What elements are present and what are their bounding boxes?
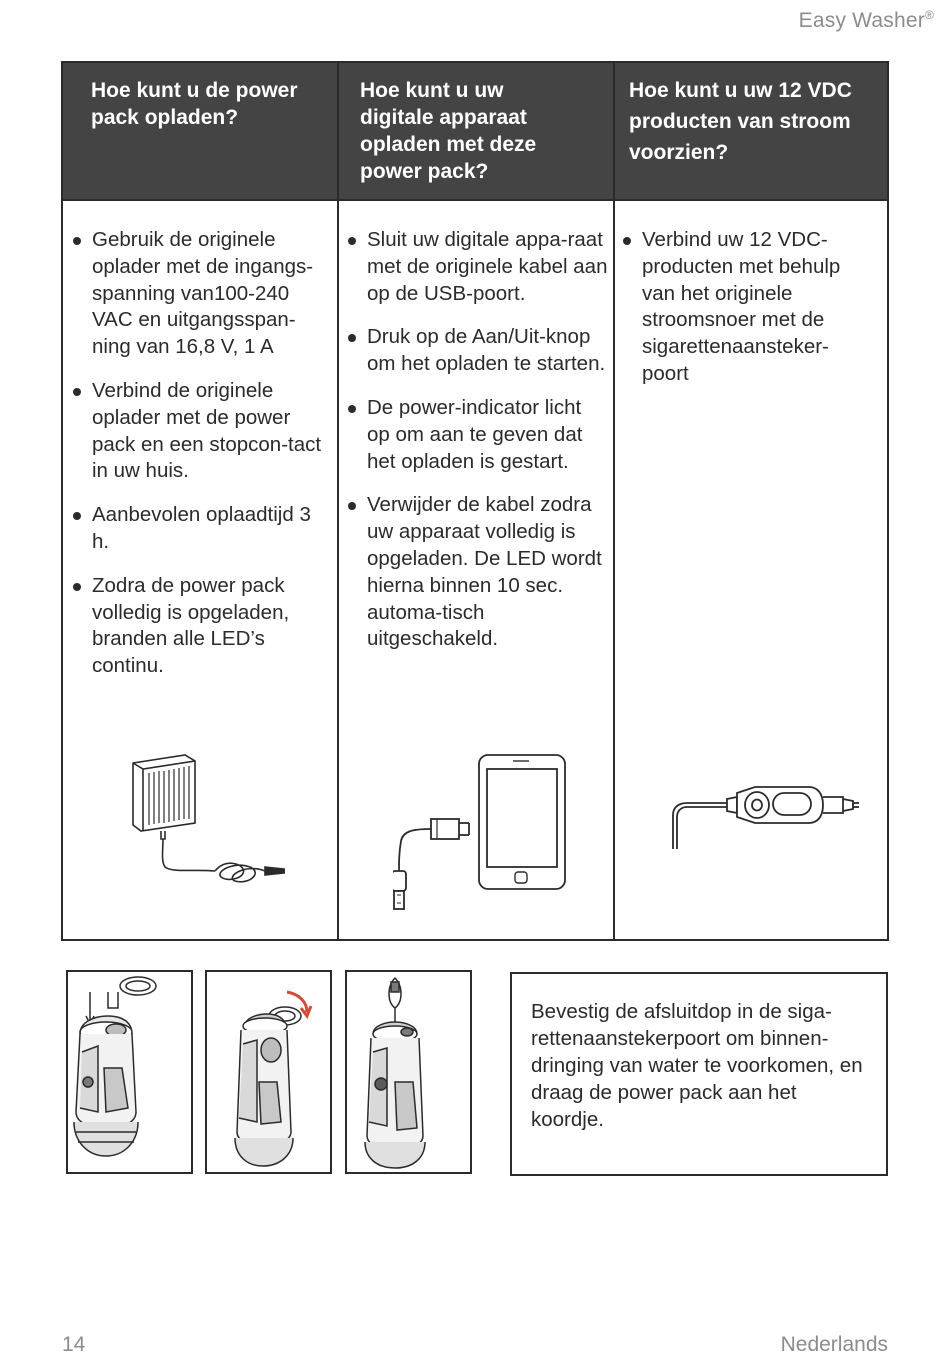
cap-instruction-note: Bevestig de afsluitdop in de siga-rettenaanstekerpoort om binnen-dringing van water te voorkomen, en draag de power pack aan het koordje.	[510, 972, 888, 1176]
list-item: De power-indicator licht op om aan te geven dat het opladen is gestart.	[346, 395, 608, 475]
usb-tablet-icon	[393, 753, 593, 928]
list-item: Sluit uw digitale appa-raat met de originele kabel aan op de USB-poort.	[346, 227, 608, 307]
car-plug-icon	[667, 785, 867, 855]
cap-closing-step-1	[66, 970, 193, 1174]
carry-cord-step-3	[345, 970, 472, 1174]
heading-power-12vdc: Hoe kunt u uw 12 VDC producten van stroom voorzien?	[629, 79, 852, 164]
heading-charge-power-pack: Hoe kunt u de power pack opladen?	[91, 79, 298, 129]
column-power-12vdc	[621, 227, 853, 405]
list-item: Verbind uw 12 VDC-producten met behulp van het originele stroomsnoer met de sigarettenaansteker-poort	[621, 227, 853, 388]
column-charge-power-pack	[71, 227, 333, 697]
registered-mark: ®	[924, 8, 934, 22]
page-number: 14	[62, 1333, 86, 1356]
list-item: Verwijder de kabel zodra uw apparaat volledig is opgeladen. De LED wordt hierna binnen 10 sec. automa-tisch uitgeschakeld.	[346, 492, 608, 653]
instruction-table	[61, 61, 889, 941]
cap-closing-step-2	[205, 970, 332, 1174]
list-item: Verbind de originele oplader met de power pack en een stopcon-tact in uw huis.	[71, 378, 333, 485]
brand-text: Easy Washer	[798, 9, 925, 32]
list-item: Zodra de power pack volledig is opgeladen, branden alle LED’s continu.	[71, 573, 333, 680]
column-charge-digital-device	[346, 227, 608, 670]
header-divider	[63, 199, 887, 201]
list-item: Druk op de Aan/Uit-knop om het opladen te starten.	[346, 324, 608, 378]
charger-adapter-icon	[125, 751, 285, 901]
list-item: Gebruik de originele oplader met de ingangs-spanning van100-240 VAC en uitgangsspan-ning van 16,8 V, 1 A	[71, 227, 333, 361]
heading-charge-digital-device: Hoe kunt u uw digitale apparaat opladen met deze power pack?	[360, 79, 537, 183]
brand-name	[799, 8, 934, 33]
list-item: Aanbevolen oplaadtijd 3 h.	[71, 502, 333, 556]
column-divider-2	[613, 63, 615, 939]
column-divider-1	[337, 63, 339, 939]
language-label: Nederlands	[780, 1333, 888, 1356]
